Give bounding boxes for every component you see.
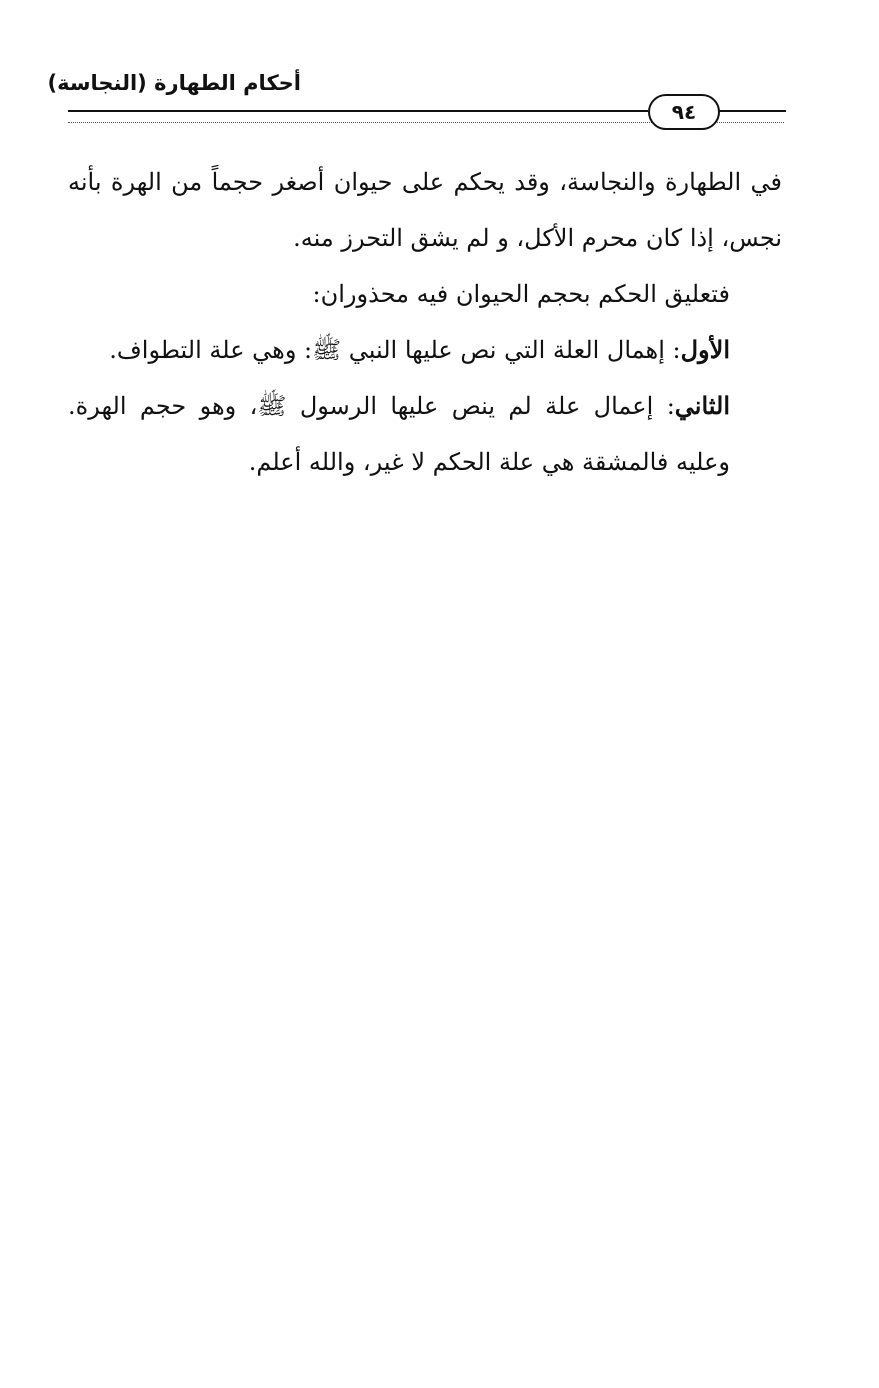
- page-number: ٩٤: [671, 100, 697, 124]
- point-2-lead: الثاني: [674, 391, 730, 420]
- running-title: أحكام الطهارة (النجاسة): [47, 71, 301, 95]
- body-text: [68, 154, 782, 490]
- point-1: [68, 322, 782, 378]
- page-number-badge: [648, 94, 720, 130]
- header-rule: [68, 110, 648, 112]
- paragraph-1: في الطهارة والنجاسة، وقد يحكم على حيوان أصغر حجماً من الهرة بأنه نجس، إذا كان محرم الأكل، و لم يشق التحرز منه.: [68, 168, 782, 252]
- point-2-text: : إعمال علة لم ينص عليها الرسول ﷺ، وهو حجم الهرة. وعليه فالمشقة هي علة الحكم لا غير، والله أعلم.: [68, 392, 730, 476]
- paragraph-2: فتعليق الحكم بحجم الحيوان فيه محذوران:: [312, 280, 730, 308]
- point-1-text: : إهمال العلة التي نص عليها النبي ﷺ: وهي علة التطواف.: [109, 336, 681, 364]
- point-2: [68, 378, 782, 490]
- point-1-lead: الأول: [680, 335, 730, 364]
- header-rule-right: [718, 110, 786, 112]
